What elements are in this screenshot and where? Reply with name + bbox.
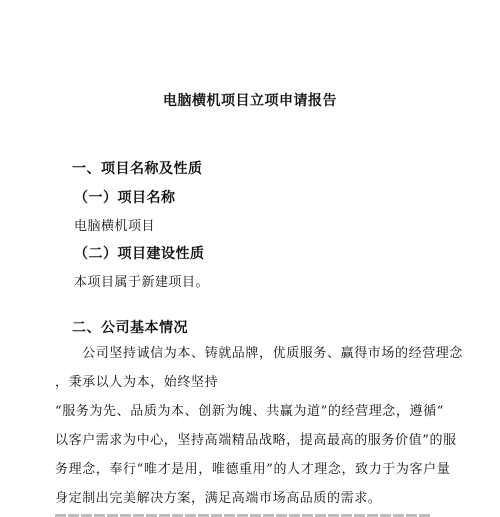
paragraph-line: 身定制出完美解决方案，满足高端市场高品质的需求。 [55, 491, 382, 506]
section-heading-project-name: 一、项目名称及性质 [72, 161, 203, 177]
paragraph-line: 务理念，奉行“唯才是用，唯德重用”的人才理念，致力于为客户量 [55, 462, 451, 477]
paragraph-line: “服务为先、品质为本、创新为魄、共赢为道”的经营理念，遵循“ [55, 404, 444, 419]
paragraph-line: 以客户需求为中心，坚持高端精品战略，提高最高的服务价值”的服 [55, 433, 457, 448]
section-heading-company: 二、公司基本情况 [72, 320, 188, 336]
document-title: 电脑横机项目立项申请报告 [163, 93, 337, 109]
paragraph-line: 公司坚持诚信为本、铸就品牌，优质服务、赢得市场的经营理念 [55, 346, 464, 361]
project-name-text: 电脑横机项目 [74, 219, 156, 234]
subsection-heading-project-name: （一）项目名称 [74, 190, 176, 206]
subsection-heading-project-nature: （二）项目建设性质 [74, 246, 205, 262]
cropped-text-line [55, 509, 445, 517]
paragraph-line: ，秉承以人为本，始终坚持 [55, 375, 219, 390]
project-nature-text: 本项目属于新建项目。 [74, 275, 210, 290]
company-paragraph [55, 339, 464, 513]
